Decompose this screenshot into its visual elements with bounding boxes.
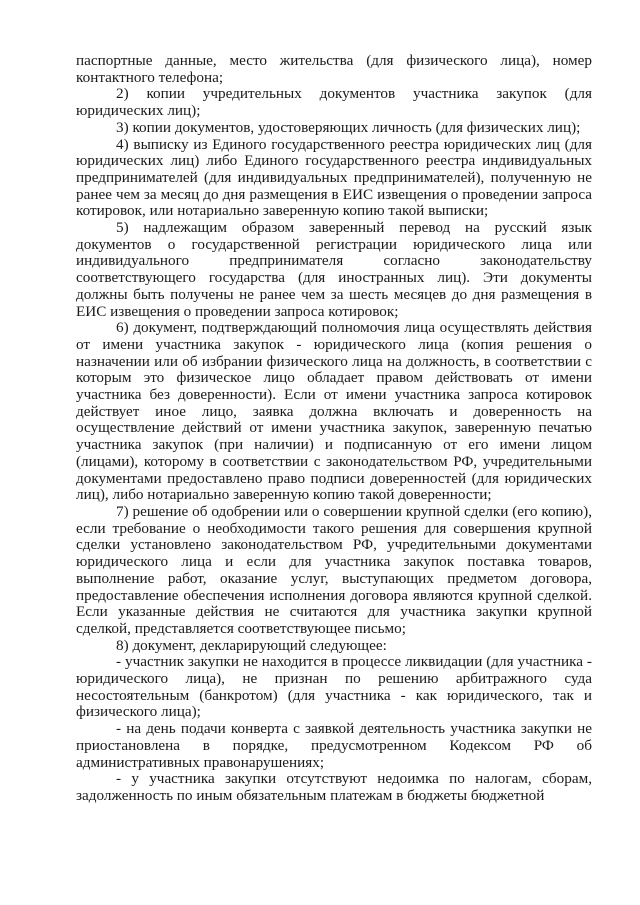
paragraph-passport: паспортные данные, место жительства (для физического лица), номер контактного телефона; — [76, 52, 592, 86]
paragraph-item-7: 7) решение об одобрении или о совершении крупной сделки (его копию), если требование о необходимости такого решения для совершения крупной сделки установлено законодательством РФ, учредительными документами юридического лица и если для участника закупок поставка товаров, выполнение работ, оказание услуг, выступающих предметом договора, предоставление обеспечения исполнения договора являются крупной сделкой. Если указанные действия не считаются для участника закупки крупной сделкой, представляется соответствующее письмо; — [76, 502, 592, 637]
paragraph-item-3: 3) копии документов, удостоверяющих личность (для физических лиц); — [116, 118, 581, 136]
paragraph-item-2: 2) копии учредительных документов участника закупок (для юридических лиц); — [76, 85, 592, 120]
paragraph-arrears: - у участника закупки отсутствуют недоимка по налогам, сборам, задолженность по иным обязательным платежам в бюджеты бюджетной — [76, 770, 592, 804]
paragraph-liquidation: - участник закупки не находится в процессе ликвидации (для участника - юридического лица), не признан по решению арбитражного суда несостоятельным (банкротом) (для участника - как юридического, так и физического лица); — [76, 653, 592, 721]
document-body — [76, 53, 592, 805]
paragraph-item-8: 8) документ, декларирующий следующее: — [116, 636, 387, 654]
paragraph-item-5: 5) надлежащим образом заверенный перевод на русский язык документов о государственной регистрации юридического лица или индивидуального предпринимателя согласно законодательству соответствующего государства (для иностранных лиц). Эти документы должны быть получены не ранее чем за шесть месяцев до дня размещения в ЕИС извещения о проведении запроса котировок; — [76, 219, 592, 320]
paragraph-item-6: 6) документ, подтверждающий полномочия лица осуществлять действия от имени участника закупок - юридического лица (копия решения о назначении или об избрании физического лица на должность, в соответствии с которым это физическое лицо обладает правом действовать от имени участника без доверенности). Если от имени участника запроса котировок действует иное лицо, заявка должна включать и доверенность на осуществление действий от имени участника закупок, заверенную печатью участника закупок (при наличии) и подписанную от его имени лицом (лицами), которому в соответствии с законодательством РФ, учредительными документами предоставлено право подписи доверенностей (для юридических лиц), либо нотариально заверенную копию такой доверенности; — [76, 319, 592, 504]
paragraph-item-4: 4) выписку из Единого государственного реестра юридических лиц (для юридических лиц) либо Единого государственного реестра индивидуальных предпринимателей (для индивидуальных предпринимателей), полученную не ранее чем за месяц до дня размещения в ЕИС извещения о проведении запроса котировок, или нотариально заверенную копию такой выписки; — [76, 135, 592, 220]
paragraph-suspension: - на день подачи конверта с заявкой деятельность участника закупки не приостановлена в порядке, предусмотренном Кодексом РФ об административных правонарушениях; — [76, 720, 592, 771]
